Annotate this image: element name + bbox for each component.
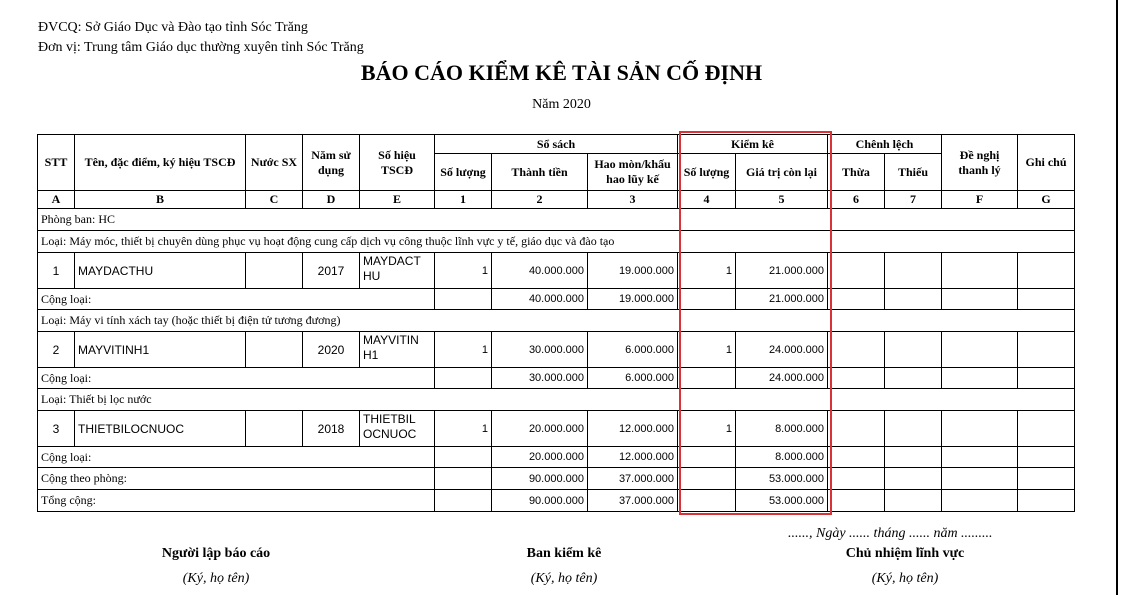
col-code: Số hiệu TSCĐ (360, 135, 435, 191)
item-diff-shortage (885, 332, 942, 368)
subtotal-books-amount: 20.000.000 (492, 447, 588, 468)
grand-total-inv-remaining: 53.000.000 (736, 490, 828, 512)
index-cell: 2 (492, 191, 588, 209)
subtotal-books-amount: 40.000.000 (492, 289, 588, 310)
department-label: Phòng ban: HC (38, 209, 1075, 231)
item-note (1018, 332, 1075, 368)
item-country (246, 332, 303, 368)
index-cell: G (1018, 191, 1075, 209)
subtotal-row (38, 368, 1075, 389)
page-edge (1116, 0, 1118, 595)
total-empty (435, 490, 492, 512)
room-total-row (38, 468, 1075, 490)
total-empty (435, 468, 492, 490)
subtotal-empty (885, 447, 942, 468)
col-books-depr: Hao mòn/khấu hao lũy kế (588, 154, 678, 191)
committee-title: Ban kiểm kê (526, 546, 602, 561)
col-stt: STT (38, 135, 75, 191)
department-row (38, 209, 1075, 231)
category-row (38, 389, 1075, 411)
index-row (38, 191, 1075, 209)
report-year: Năm 2020 (532, 97, 591, 112)
item-name: MAYVITINH1 (75, 332, 246, 368)
item-books-depr: 6.000.000 (588, 332, 678, 368)
col-proposal: Đề nghị thanh lý (942, 135, 1018, 191)
item-inv-qty: 1 (678, 411, 736, 447)
subtotal-empty (1018, 447, 1075, 468)
subtotal-empty (885, 368, 942, 389)
unit-line: Đơn vị: Trung tâm Giáo dục thường xuyên tỉnh Sóc Trăng (38, 40, 364, 55)
item-inv-remaining: 24.000.000 (736, 332, 828, 368)
col-inv-qty: Số lượng (678, 154, 736, 191)
subtotal-empty (1018, 368, 1075, 389)
item-diff-shortage (885, 411, 942, 447)
subtotal-books-depr: 19.000.000 (588, 289, 678, 310)
table-row (38, 253, 1075, 289)
inventory-table (37, 134, 1075, 512)
subtotal-empty (435, 289, 492, 310)
col-books: Sổ sách (435, 135, 678, 154)
head-title: Chủ nhiệm lĩnh vực (845, 546, 965, 561)
category-label: Loại: Thiết bị lọc nước (38, 389, 1075, 411)
item-code (360, 411, 435, 447)
item-note (1018, 411, 1075, 447)
subtotal-empty (942, 289, 1018, 310)
item-proposal (942, 253, 1018, 289)
item-code-line2: OCNUOC (363, 427, 417, 441)
index-cell: B (75, 191, 246, 209)
grand-total-books-depr: 37.000.000 (588, 490, 678, 512)
total-empty (828, 490, 885, 512)
item-code-line2: H1 (363, 348, 379, 362)
category-row (38, 231, 1075, 253)
index-cell: 1 (435, 191, 492, 209)
col-inv-remaining: Giá trị còn lại (736, 154, 828, 191)
index-cell: F (942, 191, 1018, 209)
item-inv-remaining: 21.000.000 (736, 253, 828, 289)
item-inv-qty: 1 (678, 332, 736, 368)
total-empty (942, 490, 1018, 512)
index-cell: 6 (828, 191, 885, 209)
grand-total-label: Tổng cộng: (38, 490, 435, 512)
subtotal-label: Cộng loại: (38, 368, 435, 389)
item-inv-remaining: 8.000.000 (736, 411, 828, 447)
room-total-books-amount: 90.000.000 (492, 468, 588, 490)
item-books-amount: 20.000.000 (492, 411, 588, 447)
item-books-amount: 40.000.000 (492, 253, 588, 289)
total-empty (885, 490, 942, 512)
col-inventory: Kiểm kê (678, 135, 828, 154)
subtotal-empty (435, 368, 492, 389)
item-country (246, 253, 303, 289)
preparer-sign-hint: (Ký, họ tên) (182, 571, 250, 586)
subtotal-empty (678, 447, 736, 468)
subtotal-inv-remaining: 24.000.000 (736, 368, 828, 389)
item-books-amount: 30.000.000 (492, 332, 588, 368)
item-year: 2017 (303, 253, 360, 289)
subtotal-empty (1018, 289, 1075, 310)
category-label: Loại: Máy móc, thiết bị chuyên dùng phục vụ hoạt động cung cấp dịch vụ công thuộc lĩnh vực y tế, giáo dục và đào tạo (38, 231, 1075, 253)
item-note (1018, 253, 1075, 289)
item-diff-surplus (828, 411, 885, 447)
item-stt: 1 (38, 253, 75, 289)
item-diff-shortage (885, 253, 942, 289)
subtotal-row (38, 289, 1075, 310)
total-empty (678, 490, 736, 512)
subtotal-empty (885, 289, 942, 310)
subtotal-books-depr: 12.000.000 (588, 447, 678, 468)
item-proposal (942, 332, 1018, 368)
category-label: Loại: Máy vi tính xách tay (hoặc thiết bị điện tử tương đương) (38, 310, 1075, 332)
item-year: 2018 (303, 411, 360, 447)
subtotal-empty (828, 447, 885, 468)
report-title: BÁO CÁO KIỂM KÊ TÀI SẢN CỐ ĐỊNH (360, 60, 763, 85)
index-cell: 5 (736, 191, 828, 209)
room-total-books-depr: 37.000.000 (588, 468, 678, 490)
col-name: Tên, đặc điểm, ký hiệu TSCĐ (75, 135, 246, 191)
subtotal-label: Cộng loại: (38, 447, 435, 468)
item-code-line2: HU (363, 269, 381, 283)
total-empty (885, 468, 942, 490)
item-books-qty: 1 (435, 411, 492, 447)
col-year-used: Năm sử dụng (303, 135, 360, 191)
subtotal-empty (942, 447, 1018, 468)
col-books-qty: Số lượng (435, 154, 492, 191)
room-total-label: Cộng theo phòng: (38, 468, 435, 490)
table-row (38, 332, 1075, 368)
item-country (246, 411, 303, 447)
head-sign-hint: (Ký, họ tên) (871, 571, 939, 586)
subtotal-row (38, 447, 1075, 468)
item-diff-surplus (828, 253, 885, 289)
signature-date-line: ......, Ngày ...... tháng ...... năm ......... (788, 526, 993, 541)
subtotal-empty (828, 368, 885, 389)
item-books-qty: 1 (435, 332, 492, 368)
subtotal-inv-remaining: 8.000.000 (736, 447, 828, 468)
subtotal-empty (942, 368, 1018, 389)
subtotal-empty (828, 289, 885, 310)
table-row (38, 411, 1075, 447)
col-diff-surplus: Thừa (828, 154, 885, 191)
item-year: 2020 (303, 332, 360, 368)
item-code-line1: MAYDACT (363, 254, 421, 268)
grand-total-row (38, 490, 1075, 512)
item-code-line1: MAYVITIN (363, 333, 419, 347)
committee-sign-hint: (Ký, họ tên) (530, 571, 598, 586)
subtotal-inv-remaining: 21.000.000 (736, 289, 828, 310)
index-cell: 4 (678, 191, 736, 209)
total-empty (1018, 490, 1075, 512)
index-cell: E (360, 191, 435, 209)
item-diff-surplus (828, 332, 885, 368)
index-cell: 7 (885, 191, 942, 209)
total-empty (828, 468, 885, 490)
category-row (38, 310, 1075, 332)
grand-total-books-amount: 90.000.000 (492, 490, 588, 512)
item-books-qty: 1 (435, 253, 492, 289)
item-code-line1: THIETBIL (363, 412, 416, 426)
subtotal-books-depr: 6.000.000 (588, 368, 678, 389)
room-total-inv-remaining: 53.000.000 (736, 468, 828, 490)
agency-line: ĐVCQ: Sở Giáo Dục và Đào tạo tỉnh Sóc Trăng (38, 20, 308, 35)
preparer-title: Người lập báo cáo (161, 546, 271, 561)
col-books-amount: Thành tiền (492, 154, 588, 191)
item-stt: 3 (38, 411, 75, 447)
total-empty (1018, 468, 1075, 490)
total-empty (678, 468, 736, 490)
item-code (360, 253, 435, 289)
item-inv-qty: 1 (678, 253, 736, 289)
subtotal-empty (678, 368, 736, 389)
subtotal-books-amount: 30.000.000 (492, 368, 588, 389)
item-books-depr: 12.000.000 (588, 411, 678, 447)
subtotal-empty (678, 289, 736, 310)
col-country: Nước SX (246, 135, 303, 191)
subtotal-label: Cộng loại: (38, 289, 435, 310)
subtotal-empty (435, 447, 492, 468)
item-name: MAYDACTHU (75, 253, 246, 289)
index-cell: A (38, 191, 75, 209)
item-name: THIETBILOCNUOC (75, 411, 246, 447)
item-stt: 2 (38, 332, 75, 368)
index-cell: 3 (588, 191, 678, 209)
col-diff-shortage: Thiếu (885, 154, 942, 191)
item-books-depr: 19.000.000 (588, 253, 678, 289)
item-proposal (942, 411, 1018, 447)
total-empty (942, 468, 1018, 490)
index-cell: D (303, 191, 360, 209)
col-diff: Chênh lệch (828, 135, 942, 154)
index-cell: C (246, 191, 303, 209)
item-code (360, 332, 435, 368)
col-note: Ghi chú (1018, 135, 1075, 191)
